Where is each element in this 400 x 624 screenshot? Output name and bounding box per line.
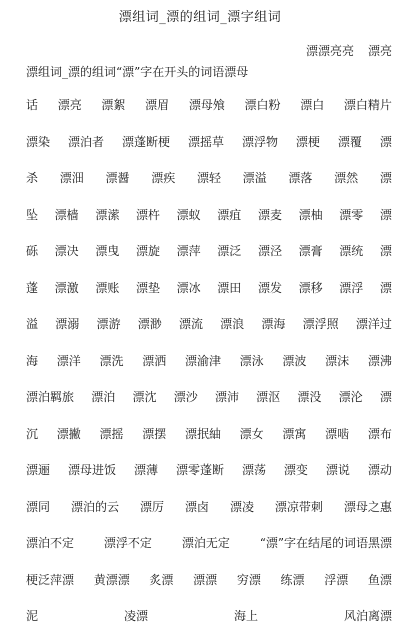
word-item: 漂泾 (257, 244, 282, 258)
word-item: 漂潆 (95, 207, 120, 222)
word-item: 漂移 (298, 280, 323, 295)
word-item: 漂母飧 (188, 98, 225, 112)
word-item: 漂母进饭 (67, 463, 116, 477)
word-item: 漂沫 (325, 353, 350, 368)
word-item: 漂动 (367, 463, 392, 477)
word-item: 漂沦 (338, 390, 363, 404)
word-item: 蓬 (26, 280, 39, 295)
word-item: 漂垫 (135, 280, 160, 295)
word-item: 漂泊者 (67, 134, 104, 149)
word-item: 漂凌 (229, 499, 254, 514)
word-item: 漂流 (178, 317, 203, 331)
word-row (26, 279, 392, 296)
word-item: 漂樯 (54, 207, 79, 222)
word-item: 漂落 (288, 171, 313, 185)
word-row (26, 461, 392, 478)
word-item: 漂洒 (142, 353, 167, 368)
word-item: 漂 (379, 207, 392, 222)
word-item: 漂沤 (256, 390, 281, 404)
word-item: 漂浮物 (241, 134, 278, 149)
word-item: 漂浪 (220, 317, 245, 331)
word-row (26, 571, 392, 588)
word-item: 泥 (26, 609, 39, 623)
header-word: 漂漂亮亮 (305, 44, 354, 58)
word-item: 漂泊羁旅 (26, 390, 75, 404)
word-row (26, 206, 392, 223)
word-item: 练漂 (280, 572, 305, 587)
word-item: 风泊离漂 (343, 609, 392, 623)
word-item: 漂沺 (59, 171, 84, 185)
word-item: 漂泊 (91, 390, 116, 404)
word-item: 漂白 (300, 98, 325, 112)
word-item: 漂同 (26, 499, 51, 514)
word-item: 漂麦 (257, 207, 282, 222)
word-item: 漂沸 (367, 353, 392, 368)
word-item: 漂泊的云 (70, 499, 119, 514)
word-item: 漂旋 (135, 244, 160, 258)
word-item: 漂冰 (176, 280, 201, 295)
word-item: 漂摇 (99, 426, 124, 441)
word-item: 漂溢 (242, 171, 267, 185)
word-item: 漂 (379, 171, 392, 185)
word-item: 漂海 (261, 317, 286, 331)
word-item: 漂说 (325, 463, 350, 477)
word-row (26, 352, 392, 369)
word-row (26, 96, 392, 113)
word-item: 漂染 (26, 134, 51, 149)
word-item: 漂然 (334, 171, 359, 185)
word-row (26, 607, 392, 624)
word-item: 漂白粉 (244, 98, 281, 112)
header-word: 漂亮 (367, 44, 392, 58)
word-row (26, 315, 392, 332)
word-item: 话 (26, 98, 39, 112)
word-item: 漂激 (54, 280, 79, 295)
word-item: 漂 (379, 244, 392, 258)
intro-line (26, 63, 392, 80)
word-item: 漂沈 (132, 390, 157, 404)
word-item: 漂覆 (337, 134, 362, 149)
word-item: 砾 (26, 244, 39, 258)
word-item: 炙漂 (149, 572, 174, 587)
word-row (26, 425, 392, 442)
word-item: 漂布 (367, 426, 392, 441)
intro-text: 漂组词_漂的组词“漂”字在开头的词语漂母 (26, 65, 249, 79)
word-item: 漂浮不定 (103, 536, 152, 550)
word-row (26, 388, 392, 405)
word-item: 杀 (26, 171, 39, 185)
word-item: 溢 (26, 317, 39, 331)
word-item: 漂变 (283, 463, 308, 477)
word-row (26, 534, 392, 551)
word-item: 漂卤 (184, 499, 209, 514)
word-item: 漂零蓬断 (175, 463, 224, 477)
word-item: 漂摇草 (187, 134, 224, 149)
word-item: 漂逦 (26, 463, 51, 477)
word-item: 鱼漂 (367, 572, 392, 587)
word-item: 坠 (26, 207, 39, 222)
word-item: 漂没 (297, 390, 322, 404)
word-item: 漂波 (282, 353, 307, 368)
word-item: 漂啮 (325, 426, 350, 441)
word-row (26, 133, 392, 150)
word-item: 漂抿紬 (184, 426, 221, 441)
word-row (26, 169, 392, 186)
word-item: 漂 (379, 134, 392, 149)
word-item: 漂沛 (214, 390, 239, 404)
word-item: 漂杵 (135, 207, 160, 222)
word-item: 漂疽 (217, 207, 242, 222)
word-item: 漂沙 (173, 390, 198, 404)
word-item: 漂 (379, 280, 392, 295)
word-item: 漂决 (54, 244, 79, 258)
word-item: 漂白精片 (343, 98, 392, 112)
word-item: 漂溺 (55, 317, 80, 331)
word-item: 漂统 (339, 244, 364, 258)
word-item: 漂渺 (137, 317, 162, 331)
word-item: 浮漂 (324, 572, 349, 587)
word-item: 漂女 (239, 426, 264, 441)
word-item: 漂膏 (298, 244, 323, 258)
word-item: 漂泊无定 (181, 536, 230, 550)
word-item: 漂泳 (239, 353, 264, 368)
word-item: 漂账 (95, 280, 120, 295)
word-item: 黄漂漂 (93, 572, 130, 587)
word-item: 漂梗 (295, 134, 320, 149)
word-item: 漂渝津 (184, 353, 221, 368)
word-item: 漂发 (257, 280, 282, 295)
word-item: 漂撇 (56, 426, 81, 441)
word-item: 漂浮 (339, 280, 364, 295)
word-item: 漂母之惠 (343, 499, 392, 514)
word-item: 漂萍 (176, 244, 201, 258)
word-item: 漂轻 (196, 171, 221, 185)
word-item: 漂薄 (133, 463, 158, 477)
word-item: 漂泛 (217, 244, 242, 258)
word-item: 凌漂 (123, 609, 148, 623)
word-item: 漂洗 (99, 353, 124, 368)
word-item: 漂柚 (298, 207, 323, 222)
word-item: 梗泛萍漂 (26, 572, 75, 587)
word-item: 漂厉 (139, 499, 164, 514)
word-item: 漂浮照 (302, 317, 339, 331)
word-item: 漂田 (217, 280, 242, 295)
word-item: 漂凉带刺 (274, 499, 323, 514)
word-item: “漂”字在结尾的词语黑漂 (259, 536, 392, 550)
header-right-line (26, 42, 392, 59)
word-item: 漂曳 (95, 244, 120, 258)
word-item: 漂醤 (105, 171, 130, 185)
word-item: 漂眉 (145, 98, 170, 112)
word-item: 漂游 (96, 317, 121, 331)
word-item: 海 (26, 353, 39, 368)
word-item: 漂亮 (57, 98, 82, 112)
word-item: 漂絮 (101, 98, 126, 112)
word-item: 海上 (233, 609, 258, 623)
word-item: 漂洋 (56, 353, 81, 368)
word-item: 漂蚁 (176, 207, 201, 222)
word-item: 漂零 (339, 207, 364, 222)
word-item: 漂 (379, 390, 392, 404)
word-item: 穷漂 (236, 572, 261, 587)
word-row (26, 498, 392, 515)
word-item: 沉 (26, 426, 39, 441)
word-item: 漂泊不定 (26, 536, 75, 550)
word-item: 漂荡 (241, 463, 266, 477)
word-item: 漂洋过 (355, 317, 392, 331)
page-title: 漂组词_漂的组词_漂字组词 (118, 10, 282, 25)
word-item: 漂摆 (142, 426, 167, 441)
word-row (26, 242, 392, 259)
word-item: 漂漂 (193, 572, 218, 587)
word-item: 漂疾 (151, 171, 176, 185)
word-item: 漂蓬断梗 (121, 134, 170, 149)
word-item: 漂寓 (282, 426, 307, 441)
